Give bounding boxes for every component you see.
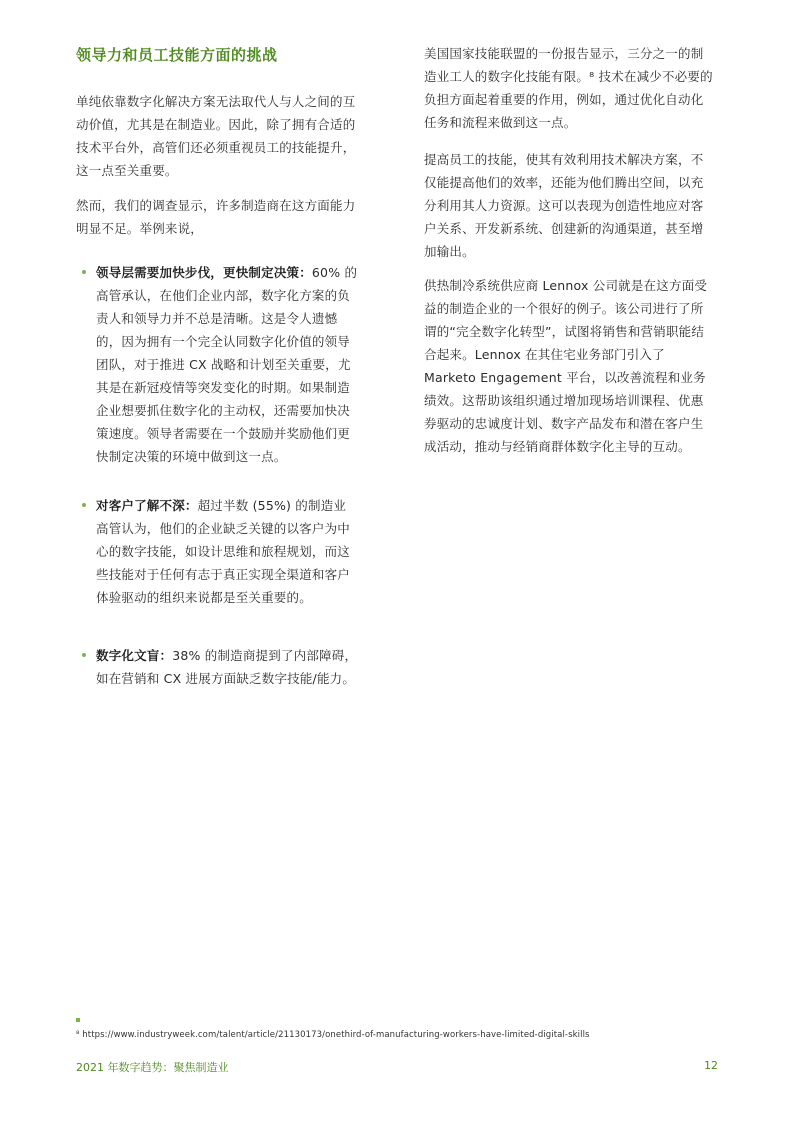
section-heading: 领导力和员工技能方面的挑战 [76, 46, 278, 64]
left-paragraph-2: 然而，我们的调查显示，许多制造商在这方面能力明显不足。举例来说， [76, 198, 356, 236]
right-paragraph-1: 美国国家技能联盟的一份报告显示，三分之一的制造业工人的数字化技能有限。⁸ 技术在减少不必要的负担方面起着重要的作用，例如，通过优化自动化任务和流程来做到这一点。 [424, 46, 713, 130]
bullet-dot-icon [82, 503, 86, 507]
left-paragraph-1: 单纯依靠数字化解决方案无法取代人与人之间的互动价值，尤其是在制造业。因此，除了拥有合适的技术平台外，高管们还必须重视员工的技能提升，这一点至关重要。 [76, 94, 356, 178]
bullet-item-digital-illiteracy [96, 644, 358, 690]
bullet-title: 领导层需要加快步伐，更快制定决策： [96, 265, 312, 280]
footnote-marker-icon [76, 1018, 80, 1022]
bullet-item-customer [96, 494, 358, 609]
bullet-title: 对客户了解不深： [96, 498, 198, 513]
bullet-title: 数字化文盲： [96, 648, 173, 663]
footer-title: 2021 年数字趋势：聚焦制造业 [76, 1061, 229, 1074]
right-paragraph-3: 供热制冷系统供应商 Lennox 公司就是在这方面受益的制造企业的一个很好的例子。该公司进行了所谓的“完全数字化转型”，试图将销售和营销职能结合起来。Lennox 在其住宅业务部门引入了 Marketo Engagement 平台，以改善流程和业务绩效。这帮助该组织通过增加现场培训课程、优惠券驱动的忠诚度计划、数字产品发布和潜在客户生成活动，推动与经销商群体数字化主导的互动。 [424, 278, 708, 454]
bullet-text: 60% 的高管承认，在他们企业内部，数字化方案的负责人和领导力并不总是清晰。这是令人遗憾的，因为拥有一个完全认同数字化价值的领导团队，对于推进 CX 战略和计划至关重要，尤其是在新冠疫情等突发变化的时期。如果制造企业想要抓住数字化的主动权，还需要加快决策速度。领导者需要在一个鼓励并奖励他们更快制定决策的环境中做到这一点。 [96, 265, 358, 464]
footnote: ⁸ https://www.industryweek.com/talent/article/21130173/onethird-of-manufacturing-workers-have-limited-digital-skills [76, 1030, 590, 1040]
bullet-item-leadership [96, 261, 358, 468]
bullet-dot-icon [82, 270, 86, 274]
bullet-dot-icon [82, 653, 86, 657]
bullet-text: 超过半数 (55%) 的制造业高管认为，他们的企业缺乏关键的以客户为中心的数字技能，如设计思维和旅程规划，而这些技能对于任何有志于真正实现全渠道和客户体验驱动的组织来说都是至关重要的。 [96, 498, 351, 605]
bullet-text: 38% 的制造商提到了内部障碍，如在营销和 CX 进展方面缺乏数字技能/能力。 [96, 648, 358, 686]
page-number: 12 [704, 1059, 718, 1072]
right-paragraph-2: 提高员工的技能，使其有效利用技术解决方案，不仅能提高他们的效率，还能为他们腾出空间，以充分利用其人力资源。这可以表现为创造性地应对客户关系、开发新系统、创建新的沟通渠道，甚至增加输出。 [424, 152, 704, 259]
